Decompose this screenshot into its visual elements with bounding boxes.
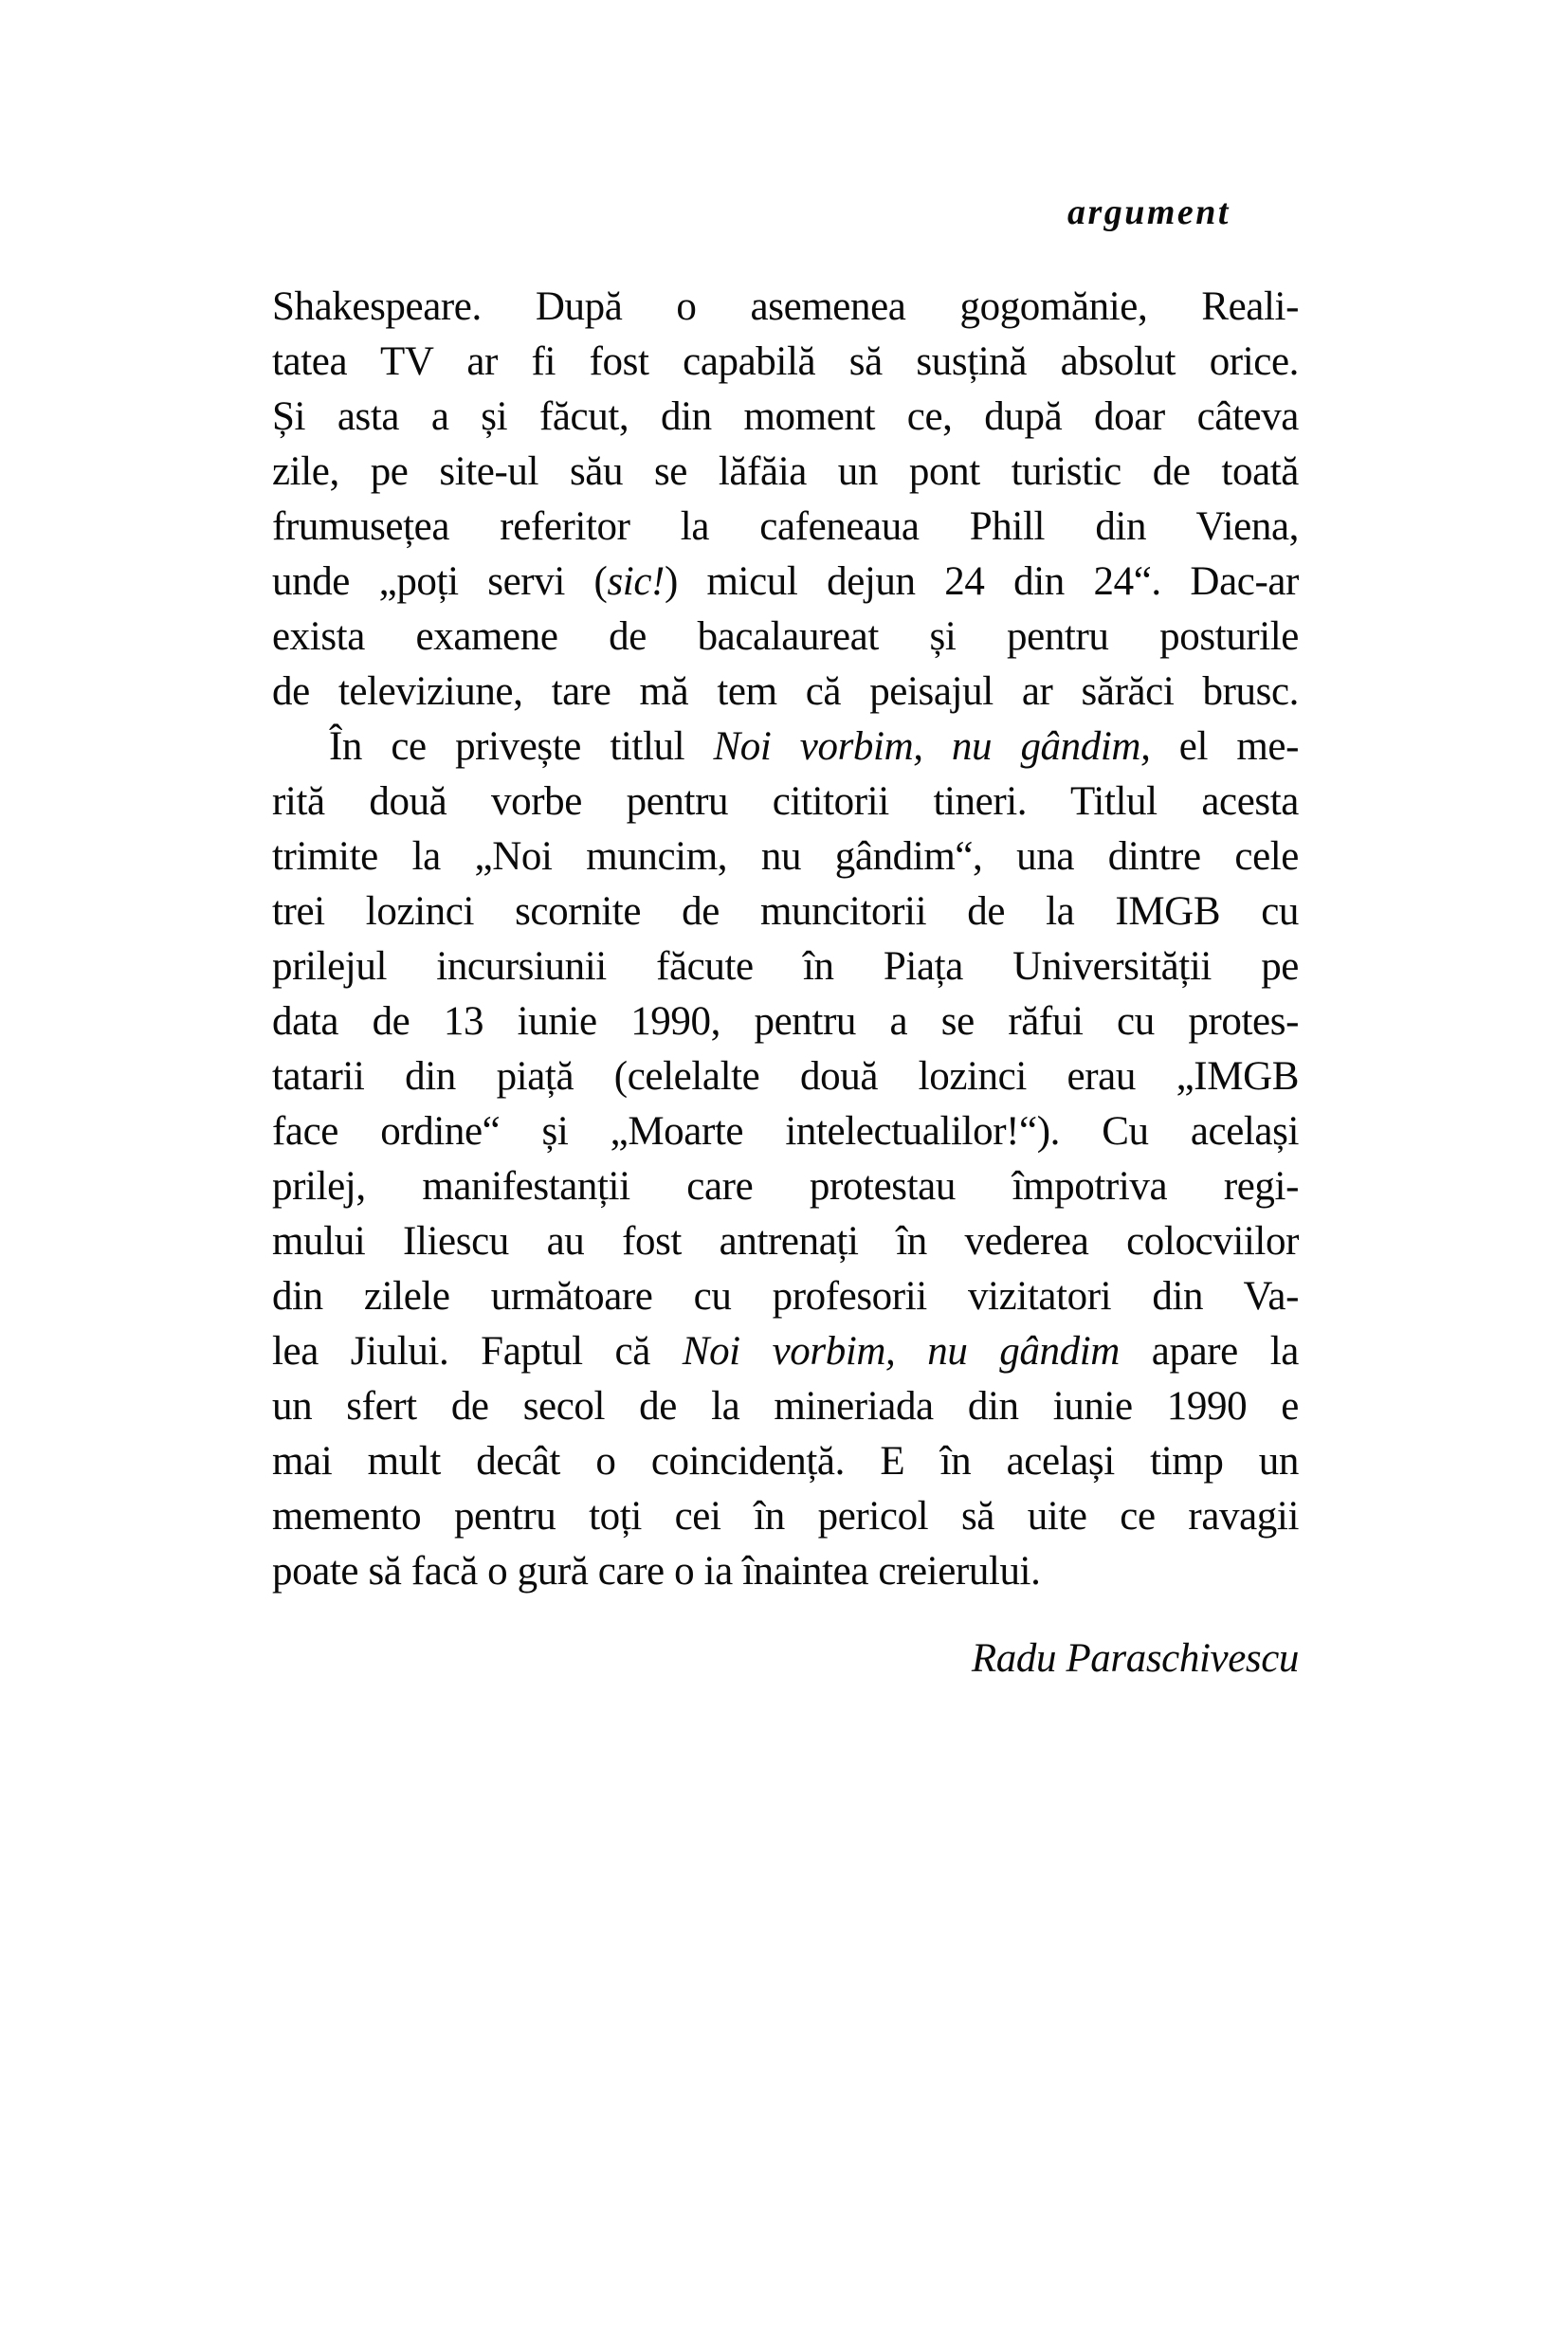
- text-segment: mai mult decât o coincidență. E în același timp un: [272, 1439, 1299, 1484]
- text-segment: rită două vorbe pentru cititorii tineri. Titlul acesta: [272, 779, 1299, 824]
- text-segment: apare la: [1119, 1329, 1299, 1374]
- text-segment: memento pentru toți cei în pericol să uite ce ravagii: [272, 1494, 1299, 1539]
- text-line: [272, 939, 1299, 994]
- text-segment: Shakespeare. După o asemenea gogomănie, Reali-: [272, 284, 1299, 329]
- text-line: [272, 1489, 1299, 1544]
- text-line: [272, 1269, 1299, 1324]
- italic-phrase: Noi vorbim, nu gândim,: [713, 724, 1151, 769]
- text-segment: prilej, manifestanții care protestau împotriva regi-: [272, 1164, 1299, 1209]
- text-segment: poate să facă o gură care o ia înaintea creierului.: [272, 1549, 1041, 1594]
- text-line: [272, 1049, 1299, 1104]
- text-line: [272, 610, 1299, 665]
- body-text-block: [272, 280, 1299, 1686]
- text-segment: zile, pe site-ul său se lăfăia un pont turistic de toată: [272, 449, 1299, 494]
- text-line: [272, 1379, 1299, 1434]
- text-segment: tatea TV ar fi fost capabilă să susțină absolut orice.: [272, 339, 1299, 384]
- text-segment: exista examene de bacalaureat și pentru posturile: [272, 614, 1299, 659]
- text-line: [272, 665, 1299, 720]
- text-line: [272, 1214, 1299, 1269]
- text-segment: un sfert de secol de la mineriada din iunie 1990 e: [272, 1384, 1299, 1429]
- text-line: [272, 555, 1299, 610]
- text-line: [272, 390, 1299, 445]
- text-line: [272, 994, 1299, 1049]
- text-segment: Și asta a și făcut, din moment ce, după doar câteva: [272, 394, 1299, 439]
- text-line: [272, 1324, 1299, 1379]
- text-segment: de televiziune, tare mă tem că peisajul ar sărăci brusc.: [272, 669, 1299, 714]
- text-segment: face ordine“ și „Moarte intelectualilor!“). Cu același: [272, 1109, 1299, 1154]
- text-line: [272, 884, 1299, 939]
- text-segment: trimite la „Noi muncim, nu gândim“, una dintre cele: [272, 834, 1299, 879]
- text-segment: lea Jiului. Faptul că: [272, 1329, 683, 1374]
- text-line: [272, 720, 1299, 775]
- text-segment: unde „poți servi (: [272, 559, 608, 604]
- text-line: [272, 775, 1299, 829]
- running-header: argument: [1067, 192, 1231, 232]
- text-line: [272, 1544, 1299, 1599]
- text-line: [272, 1159, 1299, 1214]
- text-segment: ) micul dejun 24 din 24“. Dac-ar: [664, 559, 1299, 604]
- text-segment: mului Iliescu au fost antrenați în vederea colocviilor: [272, 1219, 1299, 1264]
- text-line: [272, 1434, 1299, 1489]
- text-segment: frumusețea referitor la cafeneaua Phill din Viena,: [272, 504, 1299, 549]
- text-segment: tatarii din piață (celelalte două lozinci erau „IMGB: [272, 1054, 1299, 1099]
- italic-phrase: sic!: [607, 559, 665, 604]
- text-line: [272, 335, 1299, 390]
- text-line: [272, 1104, 1299, 1159]
- text-segment: prilejul incursiunii făcute în Piața Universității pe: [272, 944, 1299, 989]
- text-line: [272, 829, 1299, 884]
- text-segment: el me-: [1150, 724, 1299, 769]
- text-line: [272, 280, 1299, 335]
- italic-phrase: Noi vorbim, nu gândim: [682, 1329, 1120, 1374]
- text-segment: data de 13 iunie 1990, pentru a se răfui cu protes-: [272, 999, 1299, 1044]
- text-segment: din zilele următoare cu profesorii vizitatori din Va-: [272, 1274, 1299, 1319]
- text-segment: În ce privește titlul: [329, 724, 714, 769]
- text-segment: trei lozinci scornite de muncitorii de la IMGB cu: [272, 889, 1299, 934]
- author-signature: Radu Paraschivescu: [971, 1636, 1299, 1681]
- text-line: [272, 445, 1299, 500]
- paragraph-lines: [272, 280, 1299, 1599]
- text-line: [272, 500, 1299, 555]
